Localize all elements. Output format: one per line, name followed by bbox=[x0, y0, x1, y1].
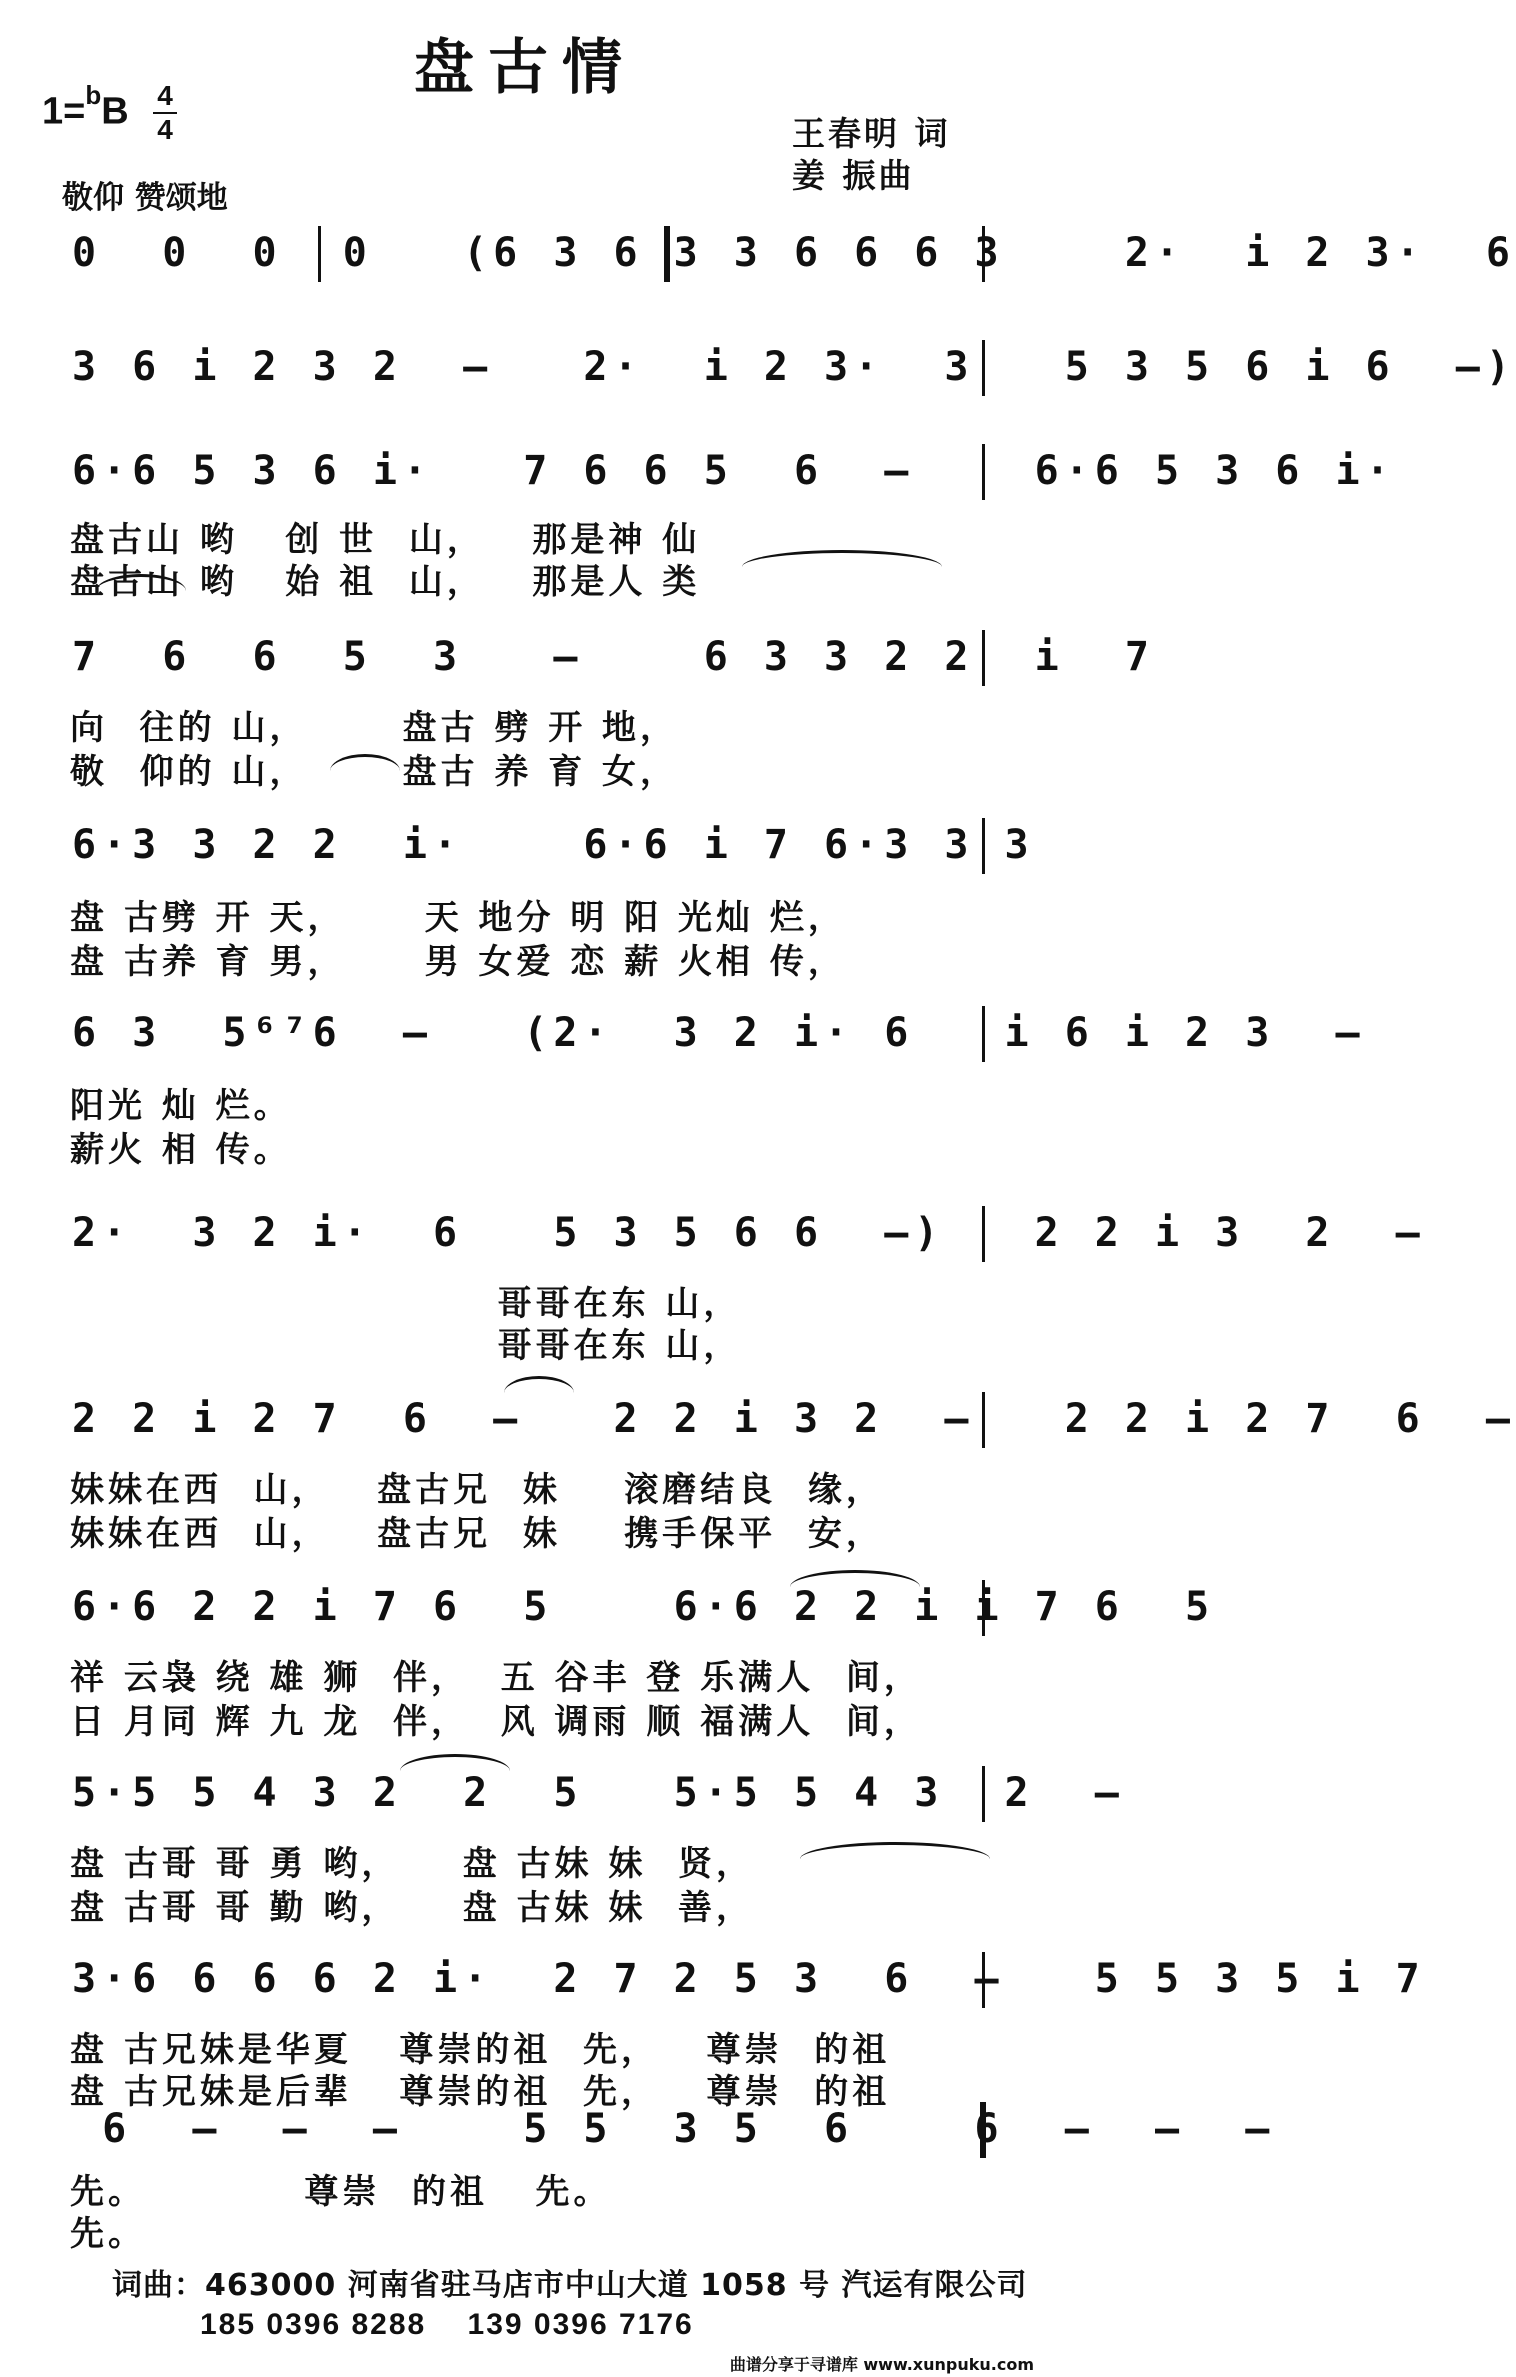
notation-line-7: 2· 3 2 i· 6 5 3 5 6 6 —) 2 2 i 3 2 — bbox=[72, 1210, 1426, 1256]
lyric-line-7a: 哥哥在东 山， bbox=[70, 1284, 742, 1324]
notation-line-4: 7 6 6 5 3 — 6 3 3 2 2 i 7 bbox=[72, 634, 1155, 680]
lyric-line-8b: 妹妹在西 山， 盘古兄 妹 携手保平 安， bbox=[70, 1514, 884, 1554]
lyric-line-4a: 向 往的 山， 盘古 劈 开 地， bbox=[70, 708, 679, 748]
lyric-line-4b: 敬 仰的 山， 盘古 养 育 女， bbox=[70, 752, 679, 792]
key-note: B bbox=[101, 90, 129, 133]
expression-marking: 敬仰 赞颂地 bbox=[62, 180, 228, 216]
lyric-line-7b: 哥哥在东 山， bbox=[70, 1326, 742, 1366]
meter-top: 4 bbox=[157, 80, 173, 111]
lyric-line-11a: 盘 古兄妹是华夏 尊崇的祖 先， 尊崇 的祖 bbox=[70, 2030, 891, 2070]
lyric-line-12b: 先。 bbox=[70, 2214, 146, 2254]
contact-address: 词曲：463000 河南省驻马店市中山大道 1058 号 汽运有限公司 bbox=[112, 2268, 1028, 2303]
barline bbox=[982, 630, 985, 686]
repeat-barline bbox=[664, 226, 670, 282]
lyric-line-9a: 祥 云袅 绕 雄 狮 伴， 五 谷丰 登 乐满人 间， bbox=[70, 1658, 922, 1698]
barline bbox=[982, 444, 985, 500]
lyric-line-3a: 盘古山 哟 创 世 山， 那是神 仙 bbox=[70, 520, 701, 560]
notation-line-8: 2 2 i 2 7 6 — 2 2 i 3 2 — 2 2 i 2 7 6 — bbox=[72, 1396, 1516, 1442]
notation-line-3: 6·6 5 3 6 i· 7 6 6 5 6 — 6·6 5 3 6 i· bbox=[72, 448, 1396, 494]
notation-line-9: 6·6 2 2 i 7 6 5 6·6 2 2 i i 7 6 5 bbox=[72, 1584, 1216, 1630]
barline bbox=[982, 1580, 985, 1636]
notation-line-1: 0 0 0 0 (6 3 6 3 3 6 6 6 3 2· i 2 3· 6 bbox=[72, 230, 1516, 276]
notation-line-6: 6 3 5⁶⁷6 — (2· 3 2 i· 6 i 6 i 2 3 — bbox=[72, 1010, 1366, 1056]
barline bbox=[982, 1952, 985, 2008]
key-signature bbox=[42, 80, 129, 134]
notation-line-5: 6·3 3 2 2 i· 6·6 i 7 6·3 3 3 bbox=[72, 822, 1035, 868]
composer-credit: 姜 振曲 bbox=[792, 156, 915, 195]
lyric-line-12a: 先。 尊崇 的祖 先。 bbox=[70, 2172, 612, 2212]
time-signature bbox=[150, 82, 180, 144]
lyric-line-5a: 盘 古劈 开 天， 天 地分 明 阳 光灿 烂， bbox=[70, 898, 846, 938]
page-title: 盘古情 bbox=[414, 33, 636, 103]
source-watermark: 曲谱分享于寻谱库 www.xunpuku.com bbox=[729, 2355, 1034, 2374]
flat-sign: b bbox=[85, 80, 102, 110]
lyric-line-10a: 盘 古哥 哥 勇 哟， 盘 古妹 妹 贤， bbox=[70, 1844, 755, 1884]
lyricist-credit: 王春明 词 bbox=[792, 114, 951, 153]
lyric-line-5b: 盘 古养 育 男， 男 女爱 恋 薪 火相 传， bbox=[70, 942, 846, 982]
barline bbox=[982, 818, 985, 874]
barline bbox=[318, 226, 321, 282]
barline bbox=[982, 226, 985, 282]
lyric-line-10b: 盘 古哥 哥 勤 哟， 盘 古妹 妹 善， bbox=[70, 1888, 755, 1928]
lyric-line-6b: 薪火 相 传。 bbox=[70, 1130, 292, 1170]
barline bbox=[982, 340, 985, 396]
barline bbox=[982, 1392, 985, 1448]
slur-mark bbox=[504, 1376, 574, 1393]
lyric-line-11b: 盘 古兄妹是后辈 尊崇的祖 先， 尊崇 的祖 bbox=[70, 2072, 891, 2112]
slur-mark bbox=[742, 550, 942, 567]
notation-line-10: 5·5 5 4 3 2 2 5 5·5 5 4 3 2 — bbox=[72, 1770, 1125, 1816]
contact-phone: 185 0396 8288 139 0396 7176 bbox=[200, 2308, 694, 2341]
lyric-line-9b: 日 月同 辉 九 龙 伴， 风 调雨 顺 福满人 间， bbox=[70, 1702, 922, 1742]
slur-mark bbox=[800, 1842, 990, 1859]
notation-line-11: 3·6 6 6 6 2 i· 2 7 2 5 3 6 — 5 5 3 5 i 7 bbox=[72, 1956, 1426, 2002]
lyric-line-3b: 盘古山 哟 始 祖 山， 那是人 类 bbox=[70, 562, 701, 602]
notation-line-2: 3 6 i 2 3 2 — 2· i 2 3· 3 5 3 5 6 i 6 —) bbox=[72, 344, 1516, 390]
meter-bottom: 4 bbox=[157, 114, 173, 145]
key-label: 1= bbox=[42, 90, 86, 133]
notation-line-12: 6 — — — 5 5 3 5 6 6 — — — bbox=[72, 2106, 1276, 2152]
slur-mark bbox=[790, 1570, 920, 1587]
lyric-line-6a: 阳光 灿 烂。 bbox=[70, 1086, 292, 1126]
barline bbox=[982, 1766, 985, 1822]
final-barline bbox=[980, 2102, 986, 2158]
barline bbox=[982, 1006, 985, 1062]
barline bbox=[982, 1206, 985, 1262]
slur-mark bbox=[400, 1754, 510, 1771]
lyric-line-8a: 妹妹在西 山， 盘古兄 妹 滚磨结良 缘， bbox=[70, 1470, 884, 1510]
